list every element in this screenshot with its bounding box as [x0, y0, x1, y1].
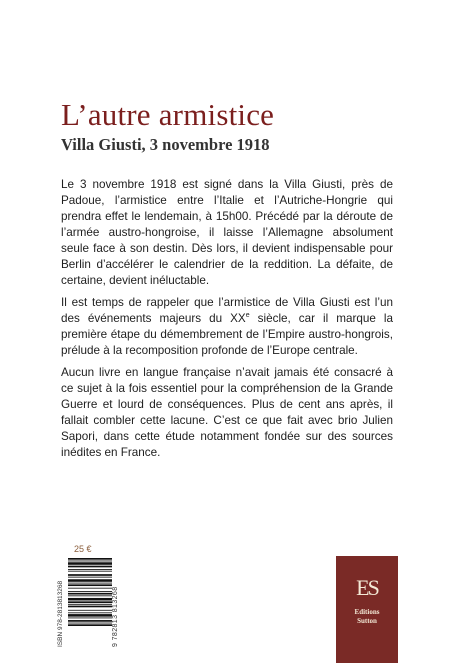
barcode-bar	[68, 591, 112, 592]
blurb-paragraph-2	[61, 295, 393, 359]
barcode-bar	[68, 593, 112, 595]
barcode-bar	[68, 612, 112, 613]
barcode-bar	[68, 569, 112, 570]
barcode-icon	[68, 557, 112, 647]
barcode-bar	[68, 620, 112, 622]
book-subtitle: Villa Giusti, 3 novembre 1918	[61, 135, 270, 154]
isbn-label: ISBN 978-2813813268	[57, 580, 64, 647]
barcode-bar	[68, 577, 112, 578]
barcode-bar	[68, 598, 112, 601]
barcode-bar	[68, 571, 112, 572]
barcode-bar	[68, 583, 112, 584]
publisher-name-line-1: Editions	[354, 608, 380, 616]
barcode-bar	[68, 574, 112, 576]
barcode-bar	[68, 588, 112, 589]
publisher-name-line-2: Sutton	[357, 617, 377, 625]
barcode-bar	[68, 561, 112, 562]
barcode-bar	[68, 595, 112, 596]
publisher-logo	[336, 556, 398, 663]
blurb-paragraph-1: Le 3 novembre 1918 est signé dans la Villa Giusti, près de Padoue, l’armistice entre l’Italie et l’Autriche-Hongrie qui prendra effet le lendemain, à 15h00. Précédé par la déroute de l’armée austro-hongroise, il laisse l’Allemagne absolument seule face à son destin. Dès lors, il devient indispensable pour Berlin d’accélérer le calendrier de la reddition. La défaite, de certaine, devient inéluctable.	[61, 178, 393, 287]
book-title: L’autre armistice	[61, 97, 275, 132]
blurb-paragraph-2-end: siècle, car il marque la première étape du démembrement de l’Empire austro-hongrois, prélude à la recomposition profonde de l’Europe centrale.	[61, 312, 393, 357]
blurb	[61, 177, 393, 467]
publisher-monogram: ES	[356, 575, 378, 600]
barcode-bar	[68, 558, 112, 560]
blurb-paragraph-2-start: Il est temps de rappeler que l’armistice de Villa Giusti est l’un des événements majeurs du XX	[61, 296, 393, 325]
barcode-bar	[68, 623, 112, 624]
barcode-bar	[68, 584, 112, 586]
barcode-bar	[68, 618, 112, 619]
barcode-bar	[68, 604, 112, 605]
barcode-bar	[68, 610, 112, 611]
century-superscript: e	[245, 312, 250, 320]
barcode-bar	[68, 566, 112, 568]
blurb-paragraph-3: Aucun livre en langue française n’avait jamais été consacré à ce sujet à la fois essentiel pour la compréhension de la Grande Guerre et lourd de conséquences. Plus de cent ans après, il fallait combler cette lacune. C’est ce que fait avec brio Julien Sapori, dans cette étude notamment fondée sur des sources inédites en France.	[61, 366, 393, 459]
barcode-bar	[68, 601, 112, 603]
barcode-bar	[68, 579, 112, 582]
barcode-bar	[68, 562, 112, 565]
barcode-digits: 9 782813 813268	[112, 586, 119, 647]
barcode-bar	[68, 624, 112, 626]
barcode-bar	[68, 606, 112, 608]
price-label: 25 €	[74, 544, 92, 554]
barcode-bar	[68, 614, 112, 617]
